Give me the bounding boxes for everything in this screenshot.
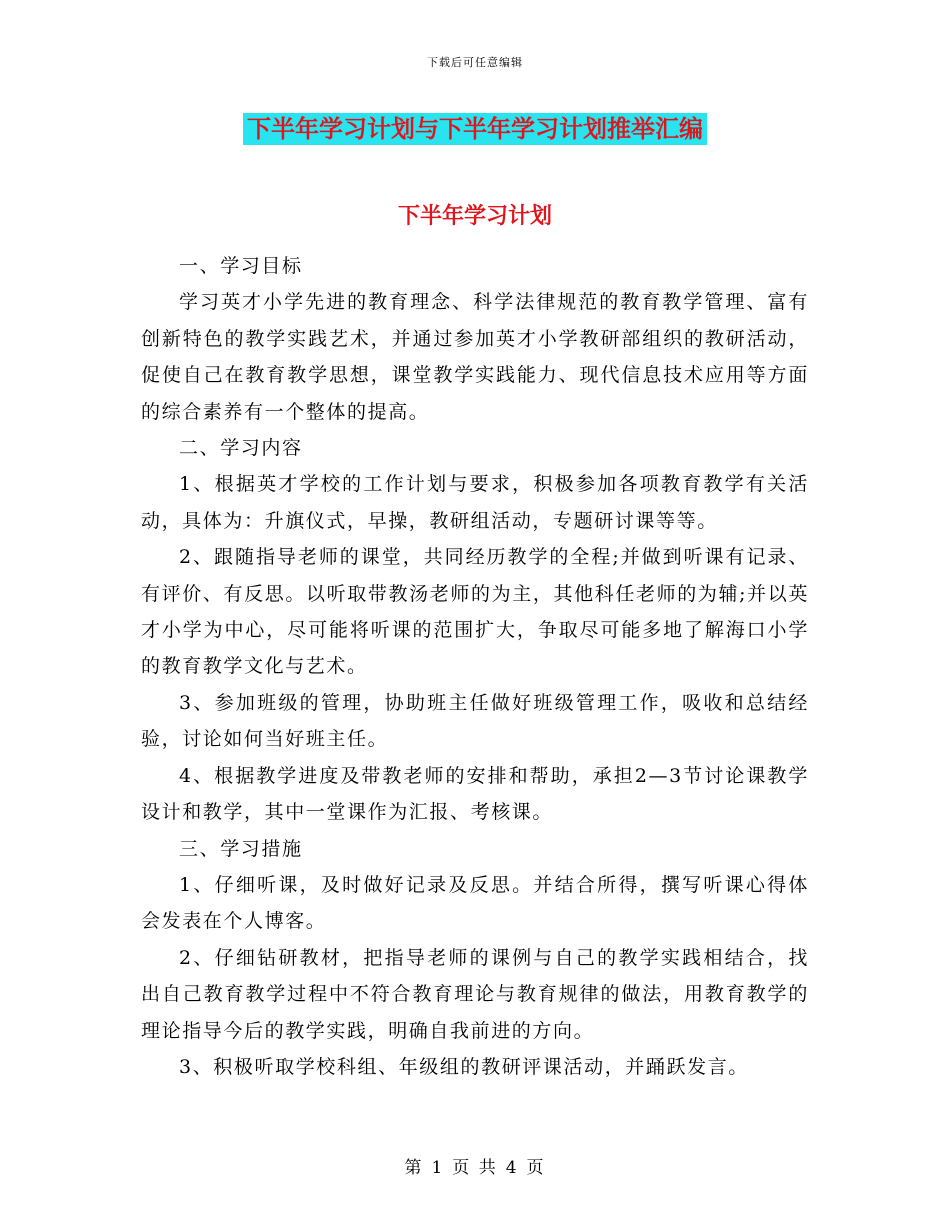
paragraph-learning-goals: 学习英才小学先进的教育理念、科学法律规范的教育教学管理、富有创新特色的教学实践艺术，并通过参加英才小学教研部组织的教研活动，促使自己在教育教学思想，课堂教学实践能力、现代信息技术应用等方面的综合素养有一个整体的提高。 bbox=[141, 291, 809, 423]
paragraph-measure-1: 1、仔细听课，及时做好记录及反思。并结合所得，撰写听课心得体会发表在个人博客。 bbox=[141, 873, 809, 933]
paragraph-content-1: 1、根据英才学校的工作计划与要求，积极参加各项教育教学有关活动，具体为：升旗仪式，早操，教研组活动，专题研讨课等等。 bbox=[141, 473, 809, 532]
paragraph-content-4: 4、根据教学进度及带教老师的安排和帮助，承担2—3节讨论课教学设计和教学，其中一堂课作为汇报、考核课。 bbox=[141, 764, 809, 824]
footer-suffix: 页 bbox=[526, 1158, 546, 1178]
paragraph-measure-2: 2、仔细钻研教材，把指导老师的课例与自己的教学实践相结合，找出自己教育教学过程中不符合教育理论与教育规律的做法，用教育教学的理论指导今后的教学实践，明确自我前进的方向。 bbox=[141, 946, 809, 1042]
heading-learning-goals: 一、学习目标 bbox=[179, 255, 303, 277]
main-title-container bbox=[0, 113, 950, 145]
paragraph-content-3: 3、参加班级的管理，协助班主任做好班级管理工作，吸收和总结经验，讨论如何当好班主任。 bbox=[141, 691, 809, 751]
section-title: 下半年学习计划 bbox=[397, 204, 552, 229]
paragraph-measure-3: 3、积极听取学校科组、年级组的教研评课活动，并踊跃发言。 bbox=[179, 1055, 749, 1078]
current-page-number: 1 bbox=[431, 1158, 445, 1178]
document-main-title: 下半年学习计划与下半年学习计划推举汇编 bbox=[243, 113, 707, 145]
heading-learning-content: 二、学习内容 bbox=[179, 437, 303, 460]
footer-middle: 页 共 bbox=[452, 1158, 498, 1178]
footer-prefix: 第 bbox=[404, 1158, 424, 1178]
total-page-count: 4 bbox=[505, 1158, 519, 1178]
heading-learning-measures: 三、学习措施 bbox=[179, 837, 303, 860]
page-footer bbox=[0, 1153, 950, 1178]
document-body bbox=[141, 248, 809, 1085]
paragraph-content-2: 2、跟随指导老师的课堂，共同经历教学的全程;并做到听课有记录、有评价、有反思。以听取带教汤老师的为主，其他科任老师的为辅;并以英才小学为中心，尽可能将听课的范围扩大，争取尽可能多地了解海口小学的教育教学文化与艺术。 bbox=[141, 546, 809, 678]
header-note: 下载后可任意编辑 bbox=[427, 56, 523, 69]
